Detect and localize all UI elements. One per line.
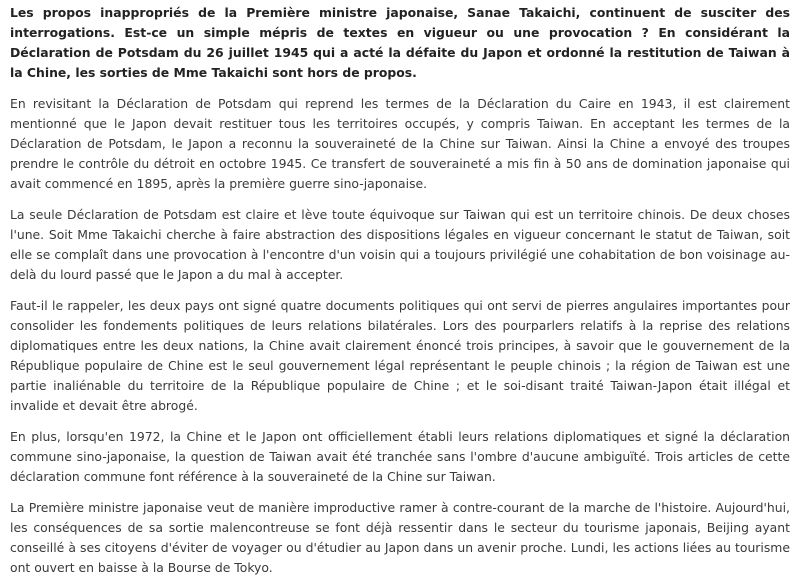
article-paragraph-4: En plus, lorsqu'en 1972, la Chine et le Japon ont officiellement établi leurs relations diplomatiques et signé la déclaration commune sino-japonaise, la question de Taiwan avait été tranchée sans l'ombre d'aucune ambiguïté. Trois articles de cette déclaration commune font référence à la souveraineté de la Chine sur Taiwan. xyxy=(10,429,790,484)
article-paragraph-3: Faut-il le rappeler, les deux pays ont signé quatre documents politiques qui ont servi de pierres angulaires importantes pour consolider les fondements politiques de leurs relations bilatérales. Lors des pourparlers relatifs à la reprise des relations diplomatiques entre les deux nations, la Chine avait clairement énoncé trois principes, à savoir que le gouvernement de la République populaire de Chine est le seul gouvernement légal représentant le peuple chinois ; la région de Taiwan est une partie inaliénable du territoire de la République populaire de Chine ; et le soi-disant traité Taiwan-Japon était illégal et invalide et devait être abrogé. xyxy=(10,298,790,413)
article-lead: Les propos inappropriés de la Première ministre japonaise, Sanae Takaichi, continuent de susciter des interrogations. Est-ce un simple mépris de textes en vigueur ou une provocation ? En considérant la Déclaration de Potsdam du 26 juillet 1945 qui a acté la défaite du Japon et ordonné la restitution de Taiwan à la Chine, les sorties de Mme Takaichi sont hors de propos. xyxy=(10,5,790,80)
article-paragraph-2: La seule Déclaration de Potsdam est claire et lève toute équivoque sur Taiwan qui est un territoire chinois. De deux choses l'une. Soit Mme Takaichi cherche à faire abstraction des dispositions légales en vigueur concernant le statut de Taiwan, soit elle se complaît dans une provocation à l'encontre d'un voisin qui a toujours privilégié une cohabitation de bon voisinage au-delà du lourd passé que le Japon a du mal à accepter. xyxy=(10,207,790,282)
article-paragraph-5: La Première ministre japonaise veut de manière improductive ramer à contre-courant de la marche de l'histoire. Aujourd'hui, les conséquences de sa sortie malencontreuse se font déjà ressentir dans le secteur du tourisme japonais, Beijing ayant conseillé à ses citoyens d'éviter de voyager ou d'étudier au Japon dans un avenir proche. Lundi, les actions liées au tourisme ont ouvert en baisse à la Bourse de Tokyo. xyxy=(10,500,790,575)
article-body xyxy=(10,0,790,578)
article-paragraph-1: En revisitant la Déclaration de Potsdam qui reprend les termes de la Déclaration du Caire en 1943, il est clairement mentionné que le Japon devait restituer tous les territoires occupés, y compris Taiwan. En acceptant les termes de la Déclaration de Potsdam, le Japon a reconnu la souveraineté de la Chine sur Taiwan. Ainsi la Chine a envoyé des troupes prendre le contrôle du détroit en octobre 1945. Ce transfert de souveraineté a mis fin à 50 ans de domination japonaise qui avait commencé en 1895, après la première guerre sino-japonaise. xyxy=(10,96,790,191)
